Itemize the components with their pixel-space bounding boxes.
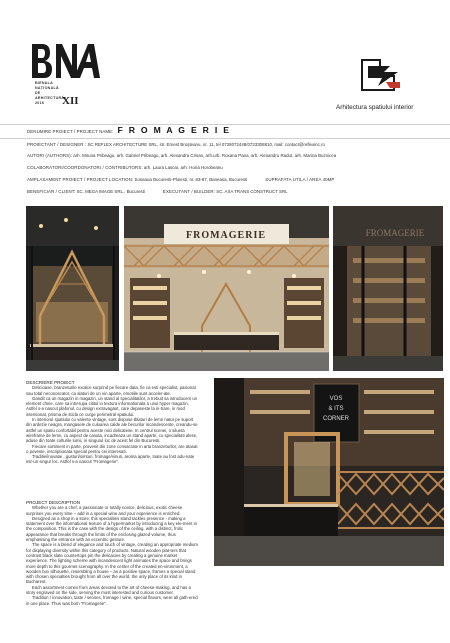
- board-line: & ITS: [328, 406, 344, 412]
- paragraph: Whether you are a chef, a passionate or totally novice, delicious, exotic cheese surprises you every time – add in a special wine and your experience is enriched.: [26, 505, 183, 516]
- client-value: SC. MEGA IMAGE SRL., Bucuresti: [76, 189, 145, 194]
- paragraph: The space is a blend of elegance and touch of vintage, creating an appropriate medium for displaying diversity within this category of products. Natural wooden plat-ters that contrast black slate countertops pin the delicacies by creating a genuine market experience. The lighting scheme with incandescent light animates the space and brings more depth to this gourmet scenography. In the center of the created en-vironment, a wooden box silhouette, resembling a house – as a positive space, frames a special stand with chosen specialties brought from all over the world, the only place of its kind in Bucharest.: [26, 542, 199, 585]
- paragraph: Tradition / innovation, taste / senses, fromage / wine, special flavors, were all gath-ered in one place. Thus was born "Fromagerie".: [26, 595, 198, 606]
- project-name-label: DENUMIRE PROIECT / PROJECT NAME:: [27, 129, 114, 134]
- title-divider: [0, 138, 450, 139]
- bna-edition: XII: [62, 95, 79, 107]
- collaborators-value: arh. Laura Lascar, arh. Horia Horobeanu: [143, 165, 223, 170]
- fromagerie-sign: FROMAGERIE: [186, 230, 266, 241]
- board-line: CORNER: [322, 416, 350, 422]
- location-value: Soseaua Bucuresti-Ploiesti, nr. 83-87, Baneasa, Bucuresti: [134, 177, 248, 182]
- designer-value: SC REFLEX ARCHITECTURE SRL, str. Ernest Broșteanu, nr. 11, tel 0728072448/0723308810, mail: contact@reflexinc.ro: [87, 142, 325, 147]
- photo-storefront: [26, 206, 119, 371]
- project-name: F R O M A G E R I E: [117, 125, 231, 135]
- paragraph: Each assortment comes from areas devoted to the art of cheese-making, and has a story engraved on the side, serving the most interested and curious customer.: [26, 584, 191, 596]
- photo-display-detail: [214, 378, 444, 566]
- photo-side-view: [333, 206, 443, 371]
- location-row: AMPLASAMENT PROIECT / PROJECT LOCATION: Soseaua Bucuresti-Ploiesti, nr. 83-87, Baneasa, Bucuresti SUPRAFATA UTILA / AREA 40MP: [27, 177, 335, 182]
- authors-row: AUTORI (AUTHORS): arh. Miruna Pribeagu, arh. Gabriel Pribeagu, arh. Alexandra Crisan, arh.urb. Roxana Pana, arh. Alexandru Radut, arh. Marina Buznicea: [27, 153, 337, 158]
- paragraph: Delicioase, branzeturile exotice surprind pe fiecare data, fie ca esti specialist, pasionat sau total neconoscator, ca alaturi de un vin aparte, emotiile sunt acceler-ate.: [26, 385, 196, 396]
- photo-interior-ceiling: [124, 206, 329, 371]
- collaborators-row: COLABORATORI/COORDONATORI / CONTRIBUTORS: arh. Laura Lascar, arh. Horia Horobeanu: [27, 165, 223, 170]
- paragraph: In interiorul spatiului cu valente vintage, sunt dispuse tblaturi de lemn natur pe suport din ardezie neagra, mangasele de culoarea calde ale becurilor incandescente, creandu-se astfel un spatiu confortabil pentru aceste mici delicatese. In centrul scenei, o silueta wireframe de lemn, cu aspect de casuta, incadreaza un stand aparte, cu specialitati alese, aduse din toate colturile lumii, in singurul loc de acest fel din Bucuresti.: [26, 417, 198, 444]
- paragraph: Fiecare sortiment in parte, provenit din zone consacrate in arta branzeturilor, are atasat o poveste, inscriptionata special pentru cei interesati.: [26, 443, 198, 454]
- board-line: VOS: [329, 396, 343, 402]
- client-row: BENEFICIAR / CLIENT: SC. MEGA IMAGE SRL., Bucuresti EXECUTANT / BUILDER: SC. AXA TRANS CONSTRUCT SRL: [27, 189, 288, 194]
- description-ro-heading: DESCRIERE PROIECT: [26, 380, 75, 385]
- description-en-heading: PROJECT DESCRIPTION: [26, 500, 81, 505]
- designer-row: PROIECTANT / DESIGNER : SC REFLEX ARCHITECTURE SRL, str. Ernest Broșteanu, nr. 11, tel 0728072448/0723308810, mail: contact@reflexinc.ro: [27, 142, 325, 147]
- paragraph: Designed as a shop in a store, this specialties stand tackles presence - making a statement over the informational texture of a hypermarket by introducing a key ele-ment in the composition. This is the case with the design of the ceiling, with a distinct, frolic appearance that breaks through the limits of the enclosing glazed volume, thus emphasising the entrance with an eccentric gesture.: [26, 515, 198, 543]
- paragraph: Traditie/inovatie , gusturi/simturi, fromage/vinuri, aroma aparte, toate au fost adu-nate intr-un singur loc. Astfel s-a nascut "Fromagerie".: [26, 454, 195, 465]
- paragraph: Gandit ca un magazin in magazin, un stand al specialitatilor, a trebuit sa introducem un element cheie, care sa intrerupa cititul in textura informationala a unui hyper magazin. Astfel s-a nascut plafonul, cu design extravagant, care depaseste la in-trare, in mod intentionat, prisma de sticla ce curge perimetral spatiului.: [26, 395, 198, 417]
- svg-text:FROMAGERIE: FROMAGERIE: [365, 228, 425, 238]
- builder-value: SC. AXA TRANS CONSTRUCT SRL: [216, 189, 288, 194]
- authors-value: arh. Miruna Pribeagu, arh. Gabriel Pribeagu, arh. Alexandra Crisan, arh.urb. Roxana Pana, arh. Alexandru Radut, arh. Marina Buznicea: [73, 153, 337, 158]
- description-en: [26, 500, 200, 606]
- area-label: SUPRAFATA UTILA / AREA 40MP: [265, 177, 335, 182]
- description-ro: [26, 380, 200, 465]
- project-name-row: [27, 125, 231, 135]
- bna-caption: BIENALA NAȚIONALĂ DE ARHITECTURĂ 2016: [35, 81, 65, 105]
- interior-architecture-logo-icon: [360, 56, 404, 94]
- arch-label: Arhitectura spatiului interior: [336, 104, 414, 111]
